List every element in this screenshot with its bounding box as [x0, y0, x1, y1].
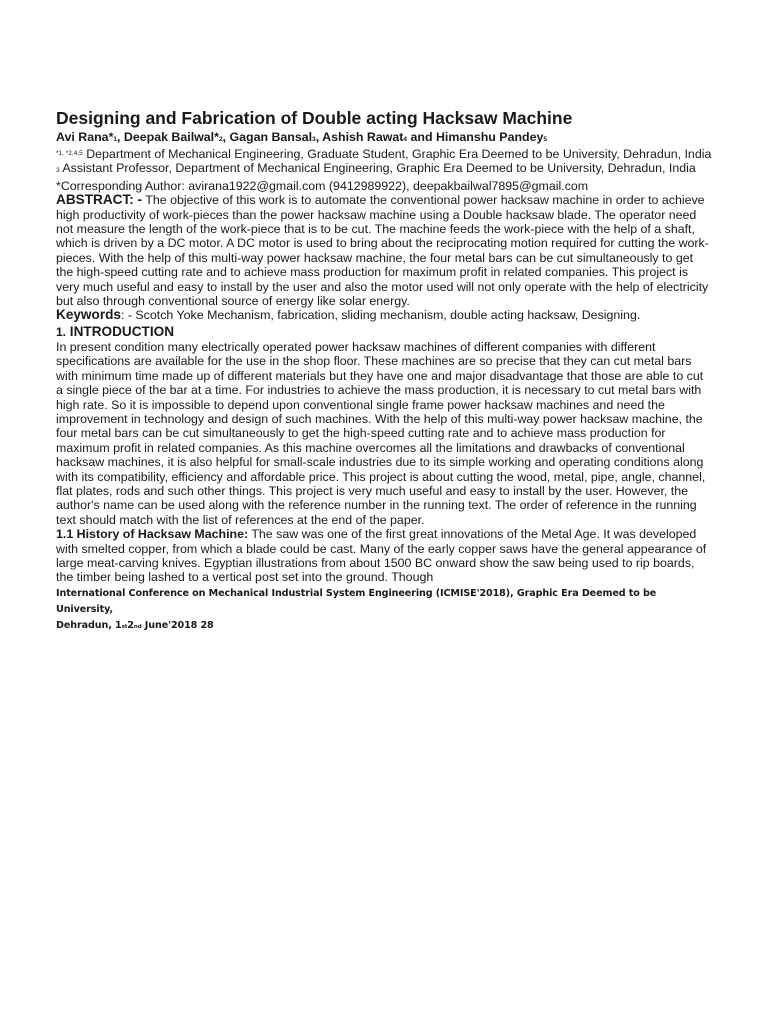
section-title: INTRODUCTION	[69, 323, 175, 339]
affiliation-marks: *1, *2,4,5	[56, 150, 83, 157]
author-name: Avi Rana*	[56, 130, 114, 144]
footer-ordinal: nd	[133, 623, 142, 630]
author-separator: ,	[222, 130, 230, 144]
author-name: Ashish Rawat	[322, 130, 404, 144]
author-mark: 3	[312, 136, 316, 143]
author-mark: 1	[113, 136, 118, 143]
footer-date-end: June'2018 28	[141, 619, 214, 631]
author-name: Gagan Bansal	[229, 130, 313, 144]
keywords	[56, 308, 712, 322]
author-mark: 4	[403, 136, 408, 143]
section-heading-introduction	[56, 324, 712, 340]
affiliation-text: Department of Mechanical Engineering, Graduate Student, Graphic Era Deemed to be University, Dehradun, India	[86, 147, 712, 161]
author-name: Himanshu Pandey	[435, 130, 544, 144]
keywords-heading: Keywords	[56, 307, 121, 323]
page-footer	[56, 586, 712, 635]
affiliation-marks: 3	[56, 167, 60, 175]
footer-line-1: International Conference on Mechanical Industrial System Engineering (ICMISE'2018), Graphic Era Deemed to be University,	[56, 587, 657, 615]
author-separator: ,	[117, 130, 124, 144]
section-number: 1.	[56, 324, 67, 339]
introduction-text: In present condition many electrically operated power hacksaw machines of different companies with different specifications are available for the use in the shop floor. These machines are so precise that they can cut metal bars with minimum time made up of different materials but they have one and major disadvantage that those are able to cut a single piece of the bar at a time. For industries to achieve the mass production, it is necessary to cut metal bars with high rate. So it is impossible to depend upon conventional single frame power hacksaw machines and need the improvement in technology and design of such machines. With the help of this multi-way power hacksaw machine, the four metal bars can be cut simultaneously to get the high-speed cutting rate and to achieve mass production for maximum profit in related companies. As this machine overcomes all the limitations and drawbacks of conventional hacksaw machines, it is also helpful for small-scale industries due to its simple working and operating conditions along with its compatibility, efficiency and affordable price. This project is about cutting the wood, metal, pipe, angle, channel, flat plates, rods and such other things. This project is very much useful and easy to install by the user. However, the author's name can be used along with the reference number in the running text. The order of reference in the running text should match with the list of references at the end of the paper.	[56, 339, 706, 527]
abstract	[56, 193, 712, 308]
author-separator: and	[407, 130, 436, 144]
subsection-heading: 1.1 History of Hacksaw Machine:	[56, 527, 249, 542]
abstract-text: The objective of this work is to automate the conventional power hacksaw machine in order to achieve high productivity of work-pieces than the power hacksaw machine using a Double hacksaw blade. The operator need not measure the length of the work-piece that is to be cut. The machine feeds the work-piece with the help of a shaft, which is driven by a DC motor. A DC motor is used to bring about the reciprocating motion required for cutting the work-pieces. With the help of this multi-way power hacksaw machine, the four metal bars can be cut simultaneously to get the high-speed cutting rate and to achieve mass production for maximum profit in related companies. This project is very much useful and easy to install by the user and also the motor used will not only operate with the help of electricity but also through conventional source of energy like solar energy.	[56, 193, 709, 309]
footer-date-mid: 2	[127, 619, 134, 631]
corresponding-author: *Corresponding Author: avirana1922@gmail.com (9412989922), deepakbailwal7895@gmail.com	[56, 178, 589, 193]
footer-line-2	[56, 618, 712, 635]
paper-page	[56, 108, 712, 635]
affiliation-text: Assistant Professor, Department of Mechanical Engineering, Graphic Era Deemed to be University, Dehradun, India	[62, 161, 696, 176]
paper-title: Designing and Fabrication of Double acting Hacksaw Machine	[56, 108, 573, 128]
footer-ordinal: st	[121, 623, 128, 630]
author-mark: 5	[543, 136, 548, 143]
keywords-text: : - Scotch Yoke Mechanism, fabrication, sliding mechanism, double acting hacksaw, Designing.	[120, 308, 641, 323]
author-separator: ,	[315, 130, 323, 144]
abstract-heading: ABSTRACT: -	[56, 192, 143, 208]
affiliation-assistant	[56, 161, 712, 178]
author-name: Deepak Bailwal*	[123, 130, 219, 144]
footer-date-start: Dehradun, 1	[56, 619, 122, 631]
author-mark: 2	[218, 136, 223, 143]
history-paragraph	[56, 527, 712, 585]
history-text: The saw was one of the first great innovations of the Metal Age. It was developed with smelted copper, from which a blade could be cast. Many of the early copper saws have the general appearance of large meat-carving knives. Egyptian illustrations from about 1500 BC onward show the saw being used to rip boards, the timber being lashed to a vertical post set into the ground. Though	[56, 527, 707, 585]
author-list	[56, 130, 712, 147]
affiliation-students	[56, 147, 712, 161]
